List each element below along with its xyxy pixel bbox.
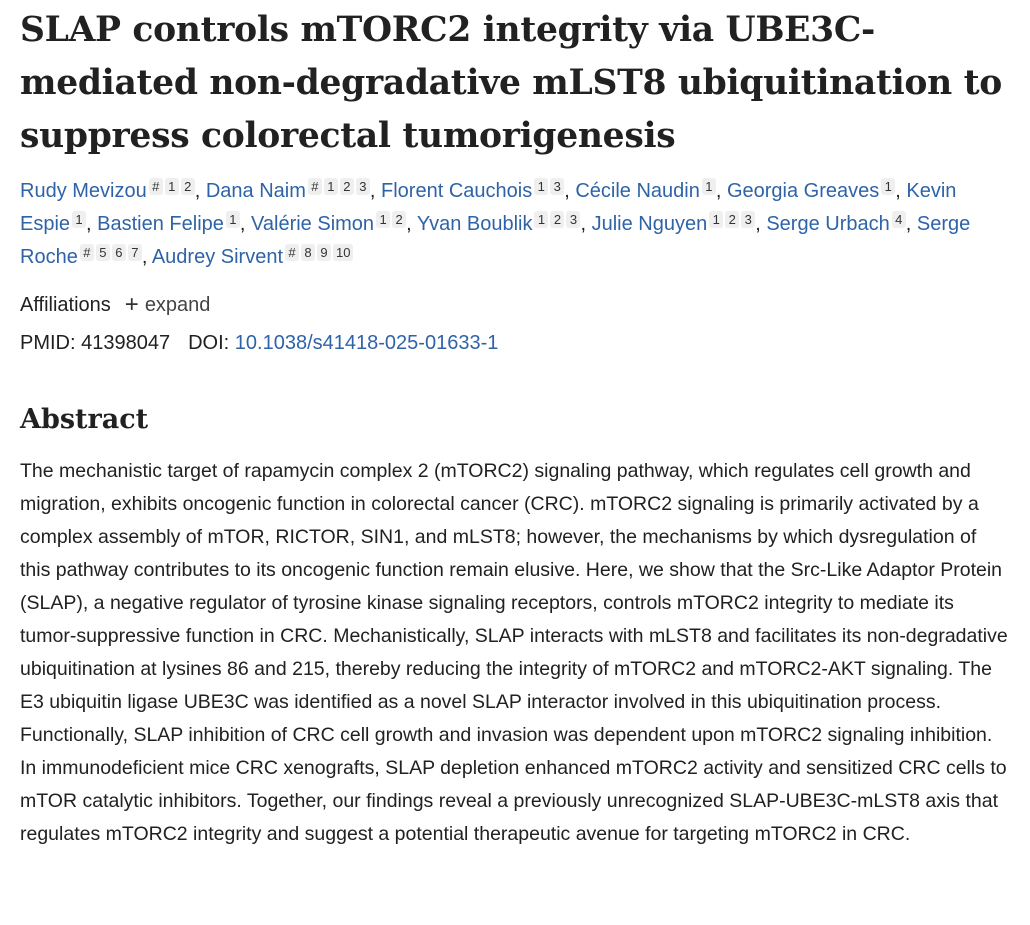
affiliation-number[interactable]: 2 [550,211,564,228]
author-link[interactable]: Florent Cauchois [381,180,533,202]
affiliation-number[interactable]: 1 [534,178,548,195]
affiliation-number[interactable]: 9 [317,244,331,261]
author-separator: , [86,213,98,235]
author-separator: , [564,180,576,202]
affiliation-number[interactable]: 1 [534,211,548,228]
affiliation-number[interactable]: 4 [892,211,906,228]
author-link[interactable]: Rudy Mevizou [20,180,147,202]
affiliation-number[interactable]: 8 [301,244,315,261]
author-list [20,175,1010,274]
affiliations-row [20,290,210,320]
affiliation-number[interactable]: 1 [324,178,338,195]
author-link[interactable]: Bastien Felipe [97,213,224,235]
expand-label: expand [144,293,211,316]
affiliation-number[interactable]: 2 [725,211,739,228]
author-link[interactable]: Julie Nguyen [591,213,708,235]
author-link[interactable]: Kevin Espie [20,180,957,235]
author-separator: , [141,246,152,268]
affiliations-expand-button[interactable] [124,291,211,318]
author-separator: , [715,180,727,202]
affiliation-number[interactable]: 1 [702,178,716,195]
affiliation-number[interactable]: 3 [356,178,370,195]
abstract-text: The mechanistic target of rapamycin complex 2 (mTORC2) signaling pathway, which regulates cell growth and migration, exhibits oncogenic function in colorectal cancer (CRC). mTORC2 signaling is primarily activated by a complex assembly of mTOR, RICTOR, SIN1, and mLST8; however, the mechanisms by which dysregulation of this pathway contributes to its oncogenic function remain elusive. Here, we show that the Src-Like Adaptor Protein (SLAP), a negative regulator of tyrosine kinase signaling receptors, controls mTORC2 integrity to mediate its tumor-suppressive function in CRC. Mechanistically, SLAP interacts with mLST8 and facilitates its non-degradative ubiquitination at lysines 86 and 215, thereby reducing the integrity of mTORC2 and mTORC2-AKT signaling. The E3 ubiquitin ligase UBE3C was identified as a novel SLAP interactor involved in this ubiquitination process. Functionally, SLAP inhibition of CRC cell growth and invasion was dependent upon mTORC2 signaling inhibition. In immunodeficient mice CRC xenografts, SLAP depletion enhanced mTORC2 activity and sensitized CRC cells to mTOR catalytic inhibitors. Together, our findings reveal a previously unrecognized SLAP-UBE3C-mLST8 axis that regulates mTORC2 integrity and suggest a potential therapeutic avenue for targeting mTORC2 in CRC. [20,460,1008,845]
affiliation-number[interactable]: 10 [333,244,353,261]
article-title: SLAP controls mTORC2 integrity via UBE3C-mediated non-degradative mLST8 ubiquitination to suppress colorectal tumorigenesis [20,10,1002,156]
abstract-heading: Abstract [20,404,149,435]
affiliation-number[interactable]: 2 [340,178,354,195]
author-separator: , [895,180,907,202]
plus-icon: + [124,291,139,318]
author-separator: , [369,180,382,202]
equal-contribution-mark[interactable]: # [308,178,322,195]
affiliation-number[interactable]: 6 [112,244,126,261]
affiliation-number[interactable]: 2 [181,178,195,195]
affiliation-number[interactable]: 7 [128,244,142,261]
equal-contribution-mark[interactable]: # [80,244,94,261]
author-link[interactable]: Dana Naim [205,180,306,202]
author-link[interactable]: Georgia Greaves [726,180,880,202]
author-link[interactable]: Serge Urbach [766,213,890,235]
author-separator: , [580,213,592,235]
doi-label: DOI: [188,332,230,354]
author-link[interactable]: Serge Roche [20,213,971,268]
author-link[interactable]: Valérie Simon [251,213,375,235]
author-separator: , [755,213,767,235]
affiliation-number[interactable]: 3 [566,211,580,228]
author-link[interactable]: Cécile Naudin [575,180,700,202]
affiliation-number[interactable]: 1 [72,211,86,228]
doi-link[interactable]: 10.1038/s41418-025-01633-1 [234,332,499,354]
affiliation-number[interactable]: 1 [165,178,179,195]
affiliations-label: Affiliations [20,294,111,316]
affiliation-number[interactable]: 5 [96,244,110,261]
affiliation-number[interactable]: 1 [376,211,390,228]
author-link[interactable]: Audrey Sirvent [151,246,283,268]
affiliation-number[interactable]: 1 [226,211,240,228]
affiliation-number[interactable]: 1 [881,178,895,195]
author-separator: , [194,180,206,202]
equal-contribution-mark[interactable]: # [149,178,163,195]
author-separator: , [239,213,252,235]
author-separator: , [406,213,417,235]
author-link[interactable]: Yvan Boublik [416,213,533,235]
affiliation-number[interactable]: 1 [709,211,723,228]
equal-contribution-mark[interactable]: # [285,244,299,261]
pmid-label: PMID: [20,332,76,354]
identifiers-row [20,328,498,358]
author-separator: , [905,213,917,235]
pmid-value: 41398047 [81,332,171,354]
affiliation-number[interactable]: 2 [392,211,406,228]
affiliation-number[interactable]: 3 [741,211,755,228]
affiliation-number[interactable]: 3 [550,178,564,195]
